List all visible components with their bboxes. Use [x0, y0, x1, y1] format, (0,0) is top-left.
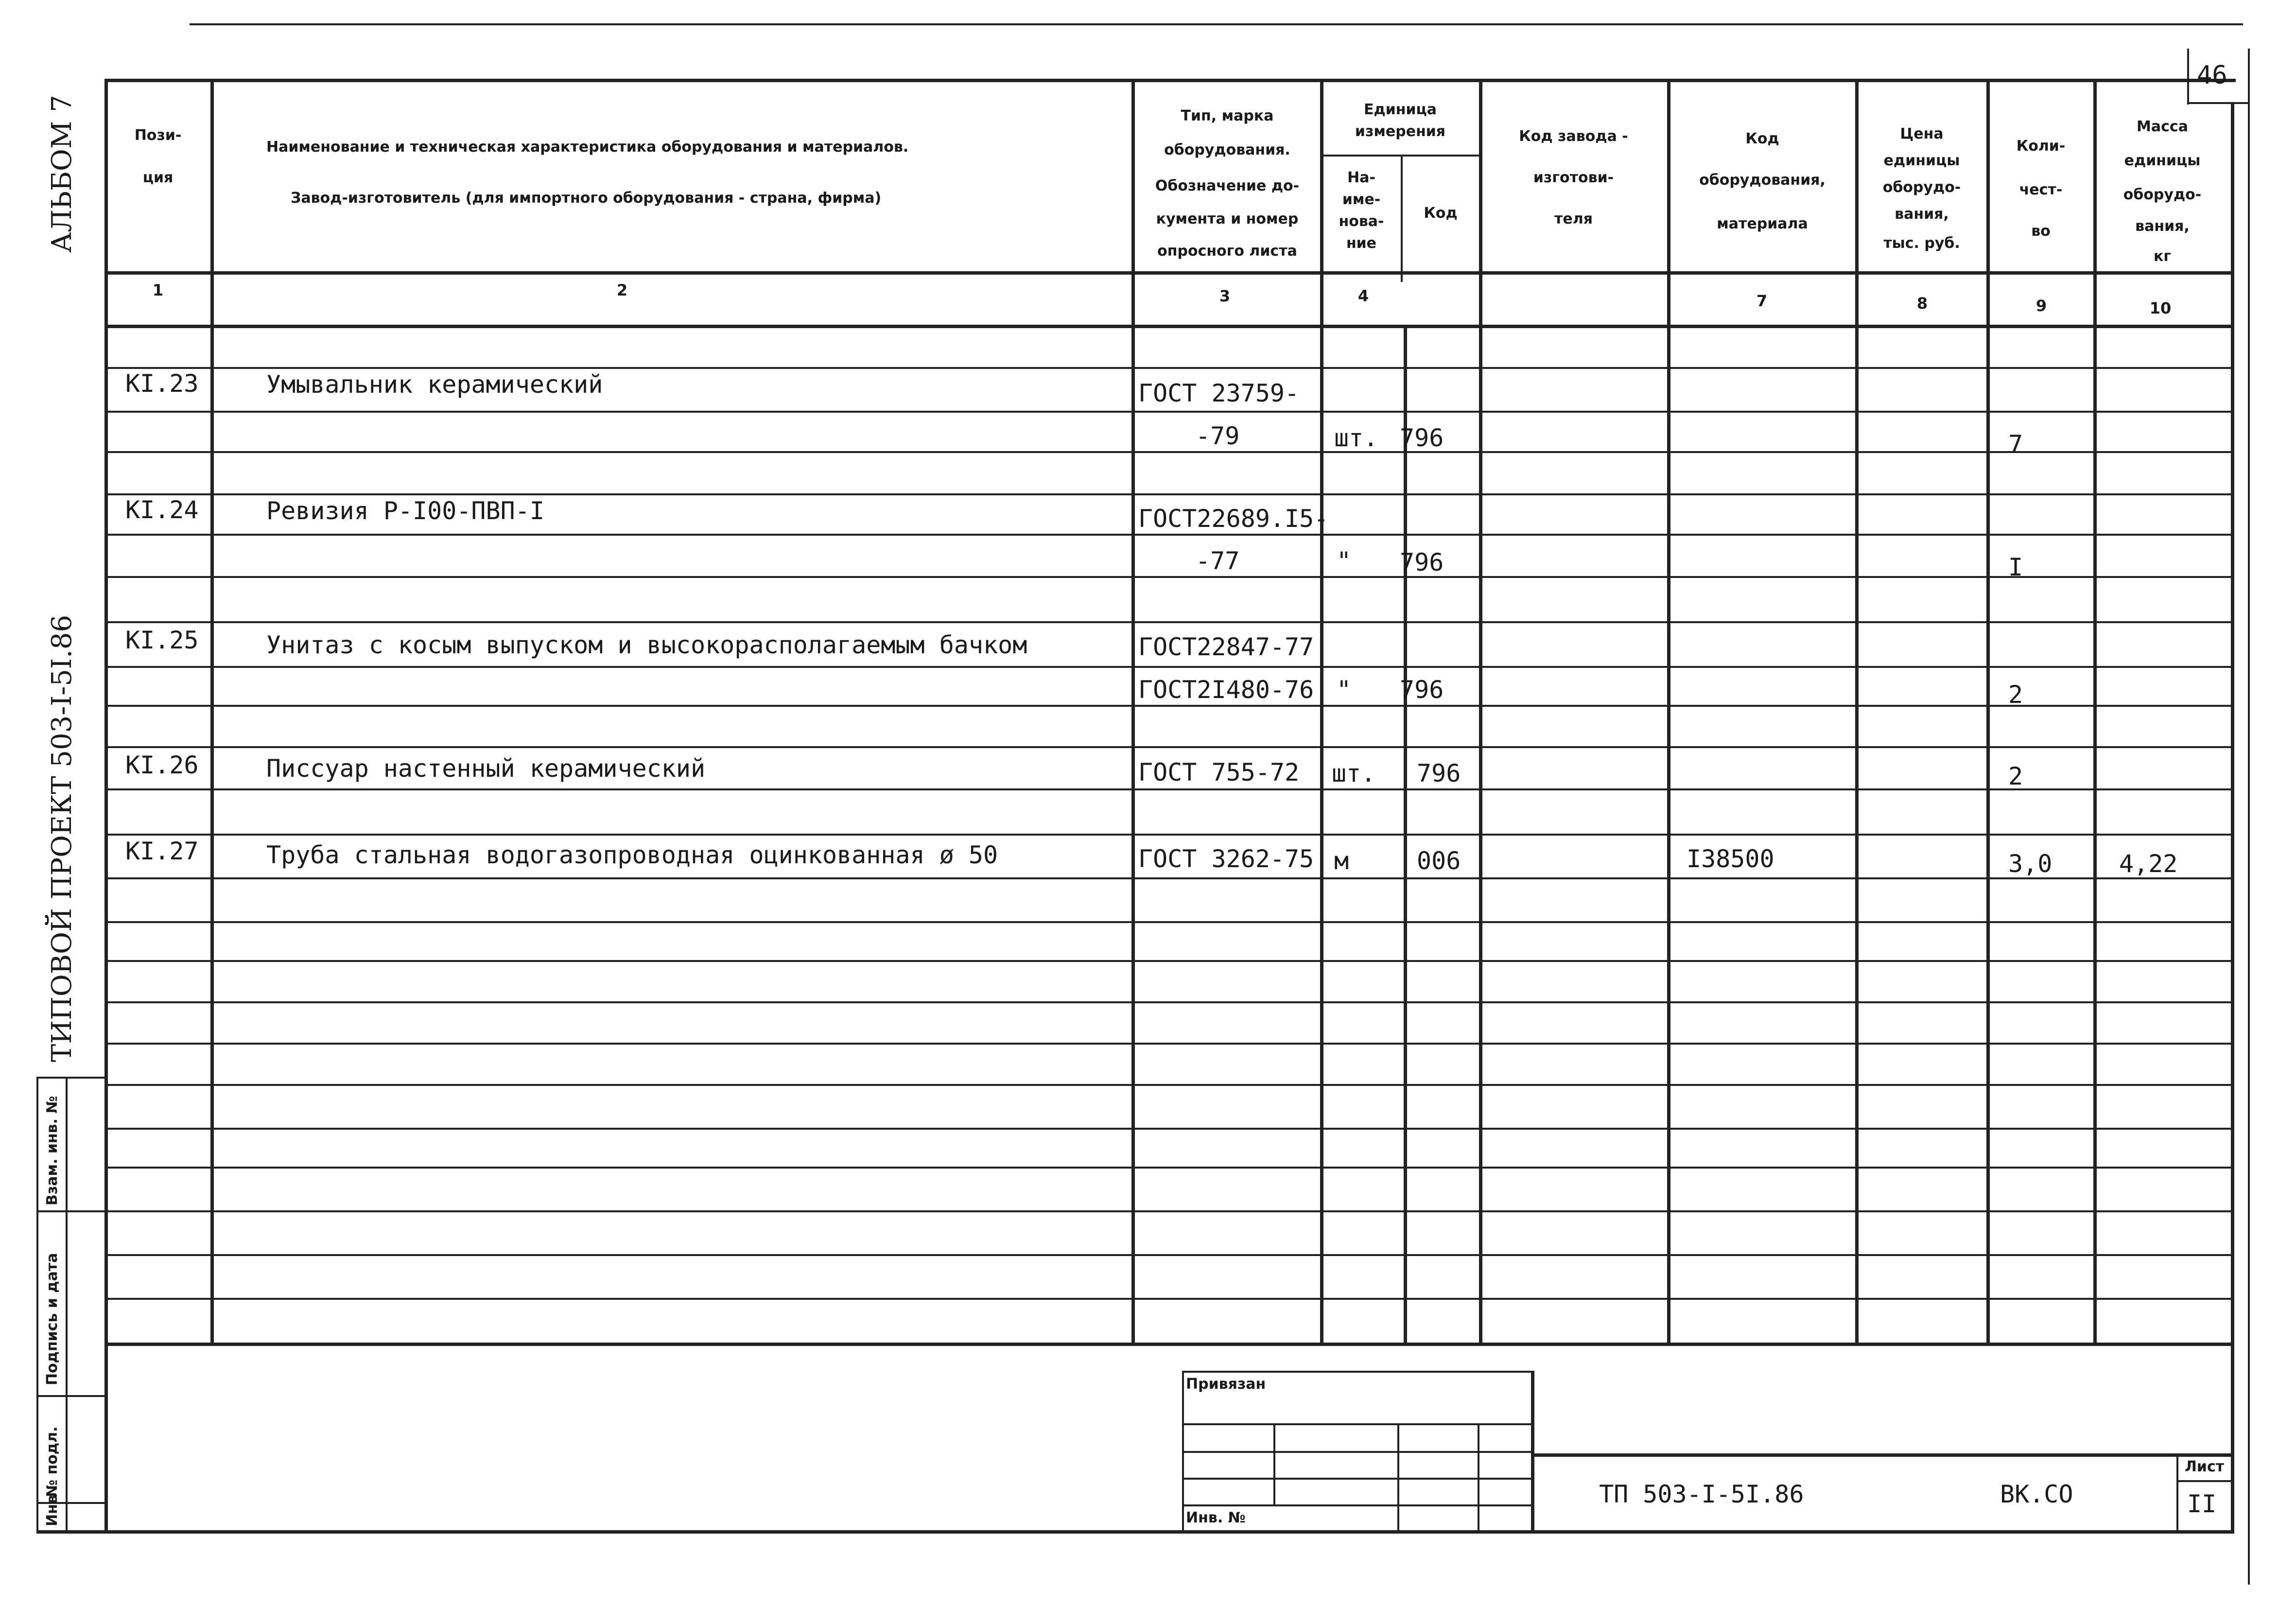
row-unit: " — [1337, 676, 1352, 704]
stamp-strip-top — [36, 1077, 107, 1079]
row-doc: ГОСТ22847-77 — [1138, 633, 1314, 661]
col-number-9: 9 — [2035, 297, 2047, 315]
hdr-col8-l2: единицы — [1883, 152, 1960, 169]
corner-box-left — [2187, 49, 2189, 105]
hdr-col3-l1: Тип, марка — [1181, 107, 1274, 124]
col-number-1: 1 — [152, 281, 164, 299]
sheet-box-left — [2176, 1453, 2178, 1531]
hdr-col3-l2: оборудования. — [1164, 141, 1290, 158]
row-pos: KI.25 — [125, 626, 199, 654]
stamp-bound-label: Привязан — [1186, 1376, 1266, 1393]
col-number-7: 7 — [1756, 292, 1768, 310]
frame-left-line — [104, 79, 108, 1532]
top-decor-line — [190, 23, 2243, 25]
colnum-bottom-line — [104, 325, 2231, 328]
row-code: 006 — [1417, 847, 1461, 875]
row-line — [104, 411, 2231, 413]
row-qty: I — [2008, 553, 2023, 581]
row-line — [104, 451, 2231, 453]
hdr-col9-l3: во — [2031, 223, 2051, 240]
header-bottom-line — [104, 271, 2231, 275]
stamp-section: ВК.СО — [2000, 1480, 2073, 1508]
row-line — [104, 877, 2231, 879]
row-name: Умывальник керамический — [266, 370, 603, 399]
stamp-label-inv: Инв — [44, 1495, 61, 1526]
row-line — [104, 746, 2231, 748]
hdr-col4-l2: име- — [1342, 191, 1381, 208]
hdr-col10-l4: вания, — [2135, 218, 2190, 235]
album-label: АЛЬБОМ 7 — [46, 95, 78, 253]
stamp-label-replace-inv: Взам. инв. № — [44, 1096, 61, 1205]
row-unit: шт. — [1332, 759, 1376, 787]
row-doc: ГОСТ2I480-76 — [1138, 676, 1314, 704]
row-doc: ГОСТ 755-72 — [1138, 758, 1300, 786]
row-line — [104, 1128, 2231, 1130]
hdr-col10-l2: единицы — [2124, 152, 2201, 169]
stamp-label-orig-no: № подл. — [44, 1426, 61, 1497]
hdr-col7-l3: материала — [1717, 215, 1808, 232]
row-line — [104, 1001, 2231, 1003]
stamp-strip-sep-1 — [36, 1210, 107, 1212]
row-line — [104, 666, 2231, 668]
hdr-col10-l3: оборудо- — [2123, 186, 2202, 203]
frame-top-line — [107, 79, 2236, 82]
col-line-8 — [1986, 79, 1990, 1343]
row-name: Унитаз с косым выпуском и высокорасполагаемым бачком — [266, 631, 1027, 659]
title-block-top — [1531, 1453, 2231, 1457]
row-code: 796 — [1400, 676, 1444, 704]
col-line-5 — [1479, 79, 1482, 1345]
right-edge-decor-line — [2248, 49, 2250, 1585]
col-number-3: 3 — [1219, 287, 1231, 305]
stamp-strip-divider — [66, 1077, 68, 1531]
row-doc: ГОСТ 23759- — [1138, 379, 1300, 407]
hdr-col1-l1: Пози- — [134, 127, 182, 144]
stamp-top — [1182, 1371, 1533, 1373]
stamp-strip-sep-2 — [36, 1395, 107, 1397]
stamp-col-3 — [1478, 1423, 1479, 1531]
col-number-4: 4 — [1357, 287, 1369, 305]
hdr-col5: Код — [1424, 205, 1458, 222]
row-qty: 2 — [2008, 762, 2023, 790]
hdr-col8-l1: Цена — [1900, 125, 1944, 142]
col-line-9 — [2093, 79, 2097, 1343]
hdr-col4-l1: На- — [1347, 169, 1375, 186]
row-qty: 2 — [2008, 681, 2023, 709]
row-doc: -77 — [1196, 547, 1240, 575]
row-pos: KI.27 — [125, 837, 199, 865]
col-line-4b — [1404, 327, 1407, 1345]
row-line — [104, 1298, 2231, 1300]
hdr-col10-l1: Масса — [2137, 118, 2188, 135]
row-line — [104, 1084, 2231, 1086]
hdr-col1-l2: ция — [142, 169, 174, 186]
row-line — [104, 1043, 2231, 1045]
stamp-sheet-label: Лист — [2185, 1458, 2225, 1475]
hdr-col6-l2: изготови- — [1533, 169, 1614, 186]
col-number-2: 2 — [616, 281, 628, 299]
col-line-4 — [1401, 156, 1403, 282]
row-pos: KI.26 — [125, 751, 199, 779]
corner-box-bottom — [2187, 102, 2248, 104]
row-line — [104, 367, 2231, 369]
hdr-col8-l3: оборудо- — [1882, 179, 1961, 196]
sheet-box-mid — [2176, 1480, 2231, 1482]
table-bottom-line — [104, 1343, 2231, 1346]
hdr-col10-l5: кг — [2153, 248, 2172, 265]
row-line — [104, 576, 2231, 578]
hdr-col2-l1: Наименование и техническая характеристика оборудования и материалов. — [266, 139, 909, 156]
row-unit: м — [1334, 847, 1349, 875]
hdr-col9-l2: чест- — [2019, 181, 2063, 198]
row-qty: 3,0 — [2008, 850, 2052, 878]
stamp-label-sign-date: Подпись и дата — [44, 1253, 61, 1385]
col-line-2 — [1131, 79, 1135, 1345]
frame-bottom-line — [36, 1530, 2234, 1534]
hdr-col3-l5: опросного листа — [1157, 243, 1297, 260]
hdr-col8-l4: вания, — [1895, 206, 1949, 223]
row-line — [104, 705, 2231, 707]
hdr-unit-l2: измерения — [1355, 123, 1446, 140]
stamp-designation: ТП 503-I-5I.86 — [1599, 1480, 1804, 1508]
row-name: Писсуар настенный керамический — [266, 754, 706, 783]
row-pos: KI.23 — [125, 369, 199, 398]
col-line-7 — [1855, 79, 1859, 1343]
row-pos: KI.24 — [125, 496, 199, 524]
row-line — [104, 621, 2231, 623]
col-number-8: 8 — [1916, 294, 1928, 313]
hdr-col4-l3: нова- — [1339, 213, 1384, 230]
frame-right-line — [2231, 102, 2234, 1531]
row-unit: " — [1337, 547, 1352, 575]
row-unit: шт. — [1334, 424, 1378, 452]
stamp-right — [1531, 1371, 1534, 1531]
row-line — [104, 960, 2231, 962]
hdr-col6-l3: теля — [1554, 210, 1593, 227]
hdr-col4-l4: ние — [1346, 235, 1377, 252]
stamp-sheet-number: II — [2187, 1490, 2217, 1518]
row-line — [104, 493, 2231, 495]
row-line — [104, 788, 2231, 790]
stamp-col-1 — [1273, 1423, 1275, 1504]
stamp-inv-label: Инв. № — [1186, 1509, 1246, 1526]
row-line — [104, 921, 2231, 923]
row-doc: ГОСТ 3262-75 — [1138, 845, 1314, 873]
row-doc: -79 — [1196, 422, 1240, 450]
hdr-col3-l4: кумента и номер — [1156, 210, 1299, 227]
stamp-col-2 — [1397, 1423, 1399, 1531]
row-doc: ГОСТ22689.I5- — [1138, 505, 1329, 533]
col-line-3 — [1320, 79, 1323, 1345]
sheet-corner-number: 46 — [2197, 61, 2227, 90]
col-line-6 — [1667, 79, 1670, 1343]
hdr-col7-l2: оборудования, — [1699, 172, 1826, 189]
row-name: Труба стальная водогазопроводная оцинкованная ø 50 — [266, 841, 998, 869]
col-number-10: 10 — [2149, 299, 2172, 317]
col-line-1 — [210, 79, 214, 1345]
row-material-code: I38500 — [1687, 845, 1774, 873]
hdr-col2-l2: Завод-изготовитель (для импортного оборудования - страна, фирма) — [291, 190, 882, 207]
hdr-col6-l1: Код завода - — [1519, 128, 1628, 145]
row-qty: 7 — [2008, 430, 2023, 458]
row-line — [104, 534, 2231, 536]
stamp-strip-left — [36, 1077, 38, 1531]
row-code: 796 — [1400, 548, 1444, 576]
row-line — [104, 1210, 2231, 1212]
hdr-col9-l1: Коли- — [2016, 138, 2066, 155]
row-code: 796 — [1417, 759, 1461, 787]
hdr-col8-l5: тыс. руб. — [1883, 235, 1960, 252]
row-line — [104, 834, 2231, 836]
row-name: Ревизия Р-I00-ПВП-I — [266, 497, 544, 525]
unit-group-line — [1320, 155, 1479, 157]
project-label: ТИПОВОЙ ПРОЕКТ 503-I-5I.86 — [46, 614, 78, 1062]
hdr-col3-l3: Обозначение до- — [1155, 177, 1300, 194]
row-line — [104, 1167, 2231, 1169]
row-line — [104, 1254, 2231, 1256]
row-code: 796 — [1400, 424, 1444, 452]
row-mass: 4,22 — [2119, 850, 2178, 878]
hdr-col7-l1: Код — [1745, 130, 1779, 147]
hdr-unit-l1: Единица — [1364, 101, 1437, 118]
